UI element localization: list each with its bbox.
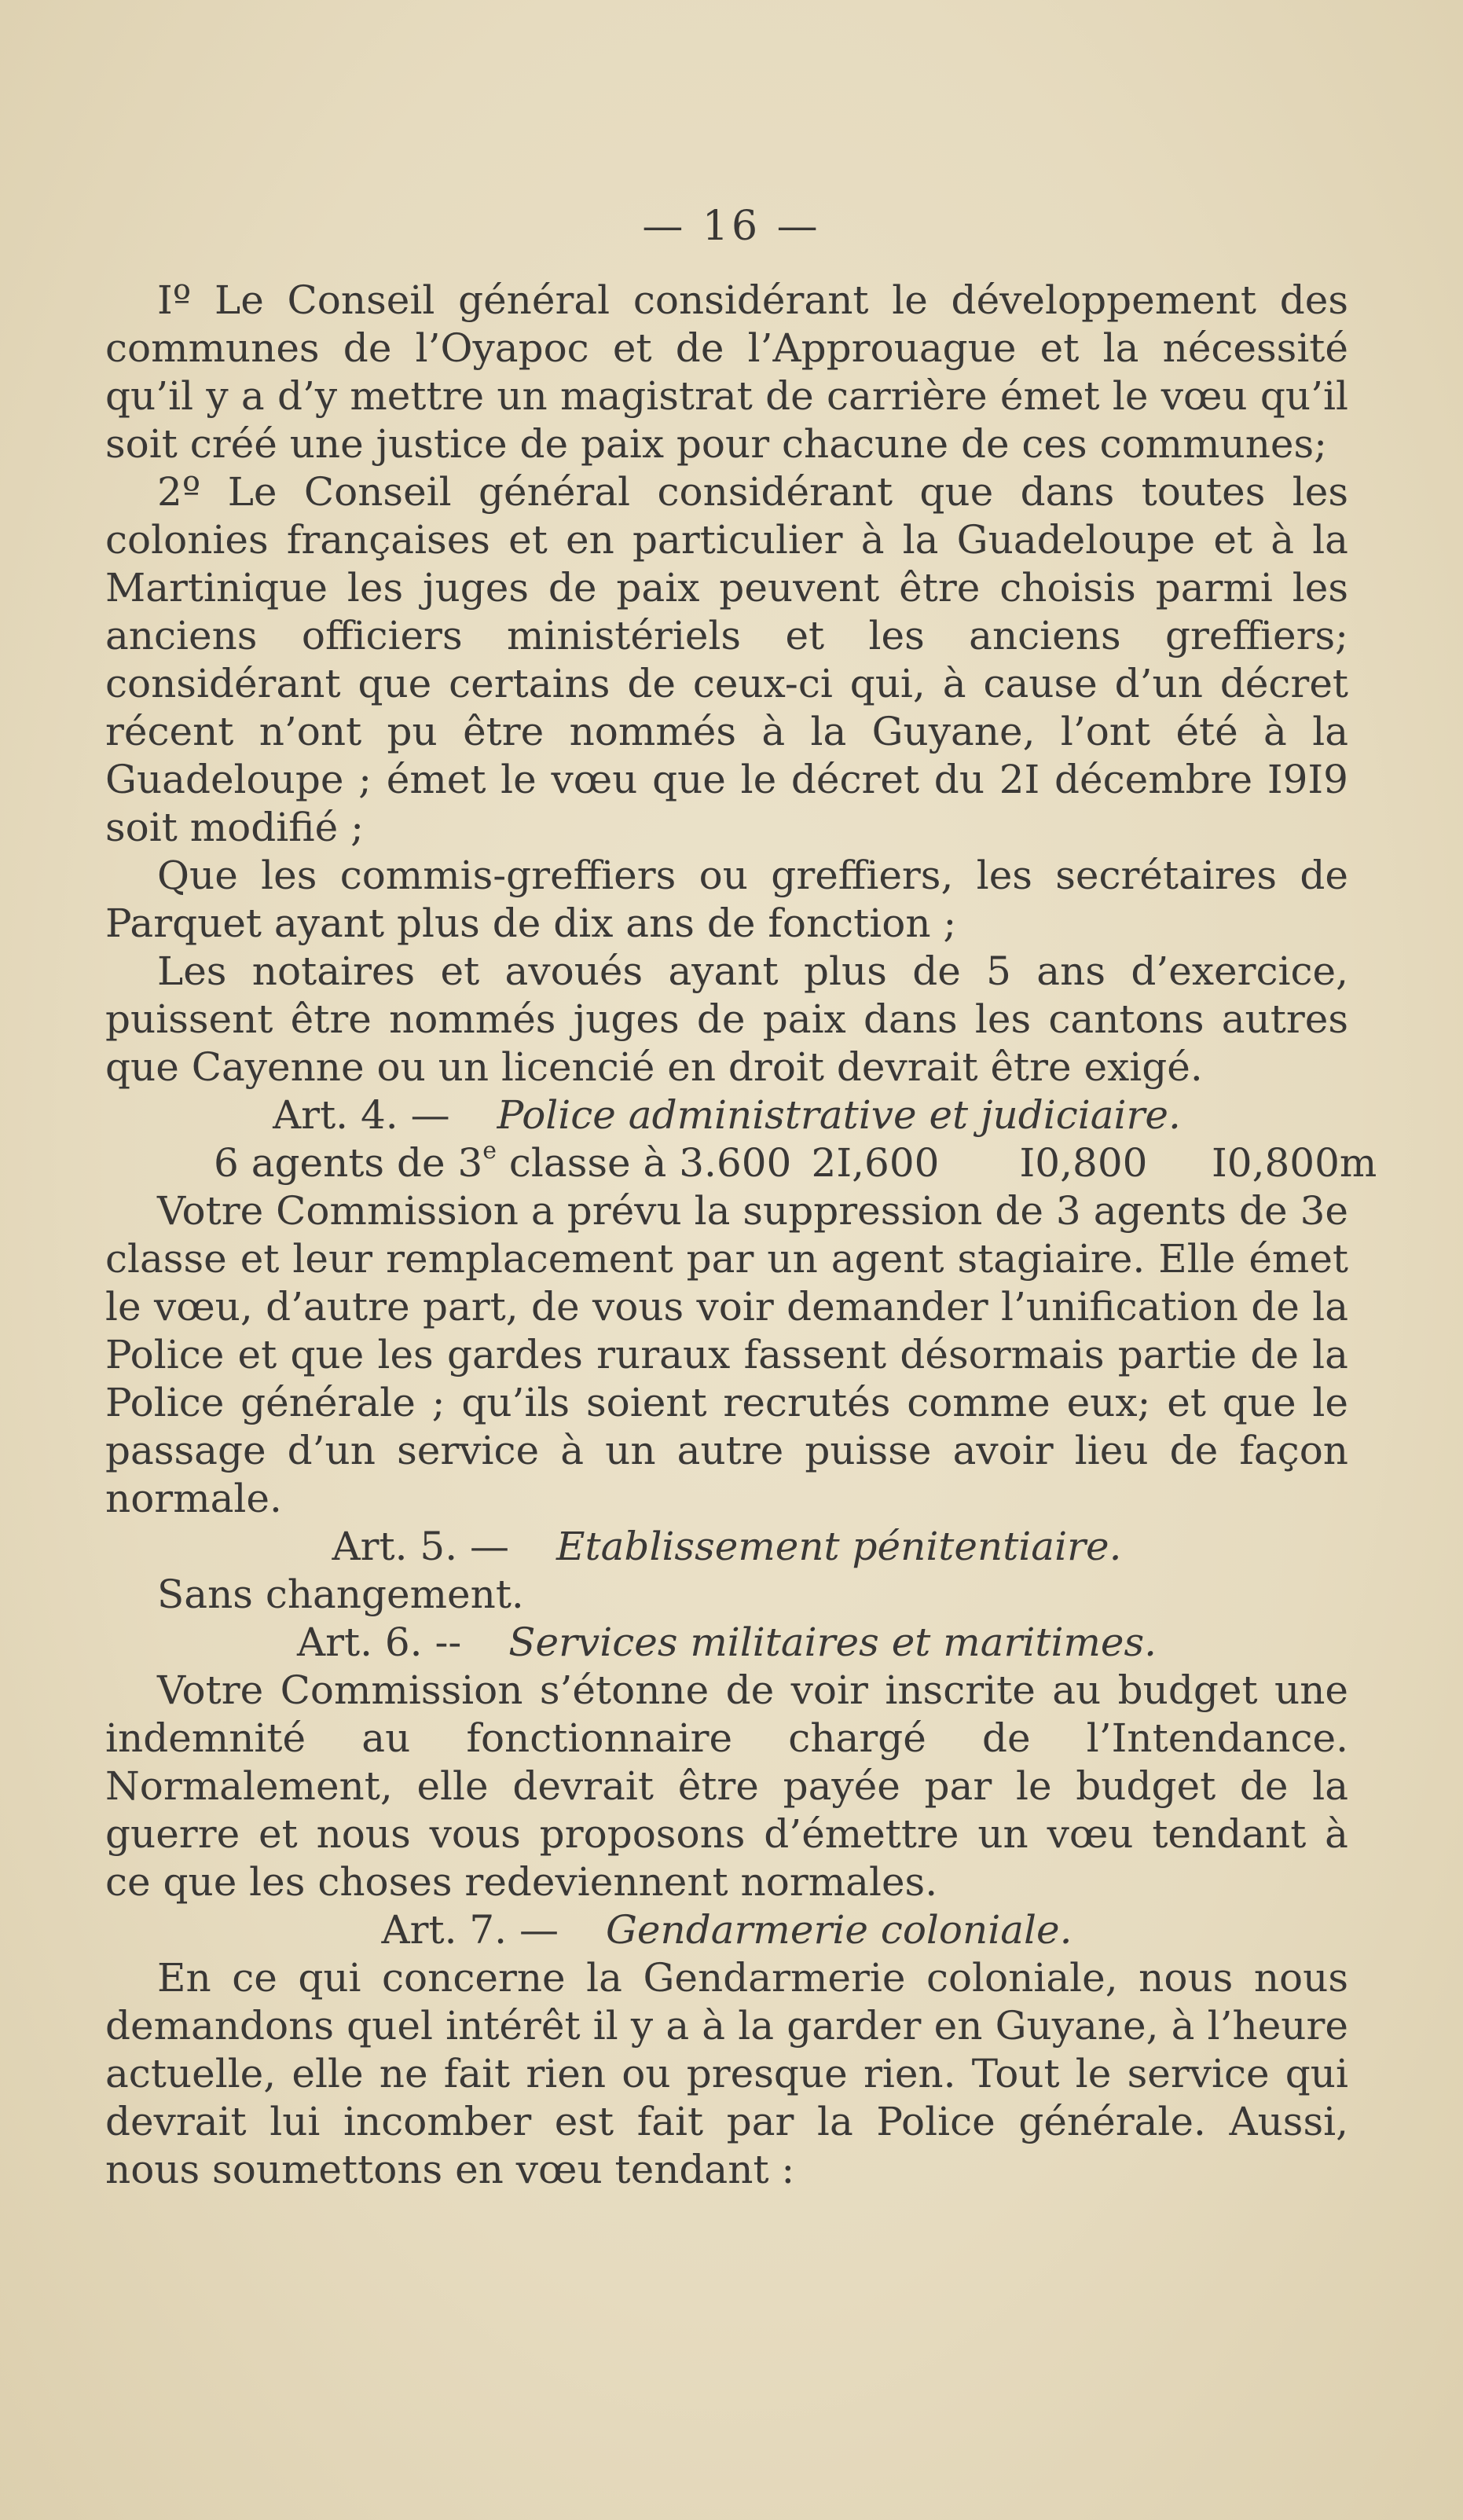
art7-title: Gendarmerie coloniale. [605,1907,1072,1953]
budget-value-1: 2I,600 [811,1140,940,1186]
paragraph-4: Les notaires et avoués ayant plus de 5 ans d’exercice, puissent être nommés juges de paix dans les cantons autres que Cayenne ou un licencié en droit devrait être exigé. [105,948,1348,1090]
paragraph-2: 2º Le Conseil général considérant que dans toutes les colonies françaises et en particulier à la Guadeloupe et à la Martinique les juges de paix peuvent être choisis parmi les anciens officiers ministériels et les anciens greffiers; considérant que certains de ceux-ci qui, à cause d’un décret récent n’ont pu être nommés à la Guyane, l’ont été à la Guadeloupe ; émet le vœu que le décret du 2I décembre I9I9 soit modifié ; [105,469,1348,850]
art4-label: Art. 4. — [273,1092,450,1138]
paragraph-3: Que les commis-greffiers ou greffiers, les secrétaires de Parquet ayant plus de dix ans de fonction ; [105,853,1348,946]
budget-value-2: I0,800 [1019,1140,1148,1186]
art6-heading [105,1619,1348,1667]
art5-label: Art. 5. — [332,1524,510,1569]
art6-title: Services militaires et maritimes. [508,1619,1157,1665]
budget-desc-text: 6 agents de 3 [214,1140,483,1186]
page-number: — 16 — [642,203,821,250]
budget-description [162,1137,792,1187]
art7-text: En ce qui concerne la Gendarmerie coloniale, nous nous demandons quel intérêt il y a à la garder en Guyane, à l’heure actuelle, elle ne fait rien ou presque rien. Tout le service qui devrait lui incomber est fait par la Police générale. Aussi, nous soumettons en vœu tendant : [105,1955,1348,2192]
art7-heading [105,1906,1348,1954]
art6-text: Votre Commission s’étonne de voir inscrite au budget une indemnité au fonctionnaire chargé de l’Intendance. Normalement, elle devrait être payée par le budget de la guerre et nous vous proposons d’émettre un vœu tendant à ce que les choses redeviennent normales. [105,1667,1348,1905]
art7-label: Art. 7. — [381,1907,559,1953]
art5-text: Sans changement. [157,1572,524,1617]
art5-heading [105,1523,1348,1571]
art4-heading [105,1091,1348,1139]
budget-desc-sup: e [482,1137,497,1165]
budget-desc-rate: classe à 3.600 [497,1140,792,1186]
art6-label: Art. 6. -- [296,1619,462,1665]
art4-budget-row [105,1137,1377,1187]
body-text [105,277,1377,2194]
paragraph-1: Iº Le Conseil général considérant le développement des communes de l’Oyapoc et de l’Approuague et la nécessité qu’il y a d’y mettre un magistrat de carrière émet le vœu qu’il soit créé une justice de paix pour chacune de ces communes; [105,277,1348,467]
budget-value-3: I0,800m [1212,1140,1377,1186]
art5-title: Etablissement pénitentiaire. [556,1524,1122,1569]
art4-text: Votre Commission a prévu la suppression de 3 agents de 3e classe et leur remplacement par un agent stagiaire. Elle émet le vœu, d’autre part, de vous voir demander l’unification de la Police et que les gardes ruraux fassent désormais partie de la Police générale ; qu’ils soient recrutés comme eux; et que le passage d’un service à un autre puisse avoir lieu de façon normale. [105,1188,1348,1521]
art4-title: Police administrative et judiciaire. [497,1092,1181,1138]
